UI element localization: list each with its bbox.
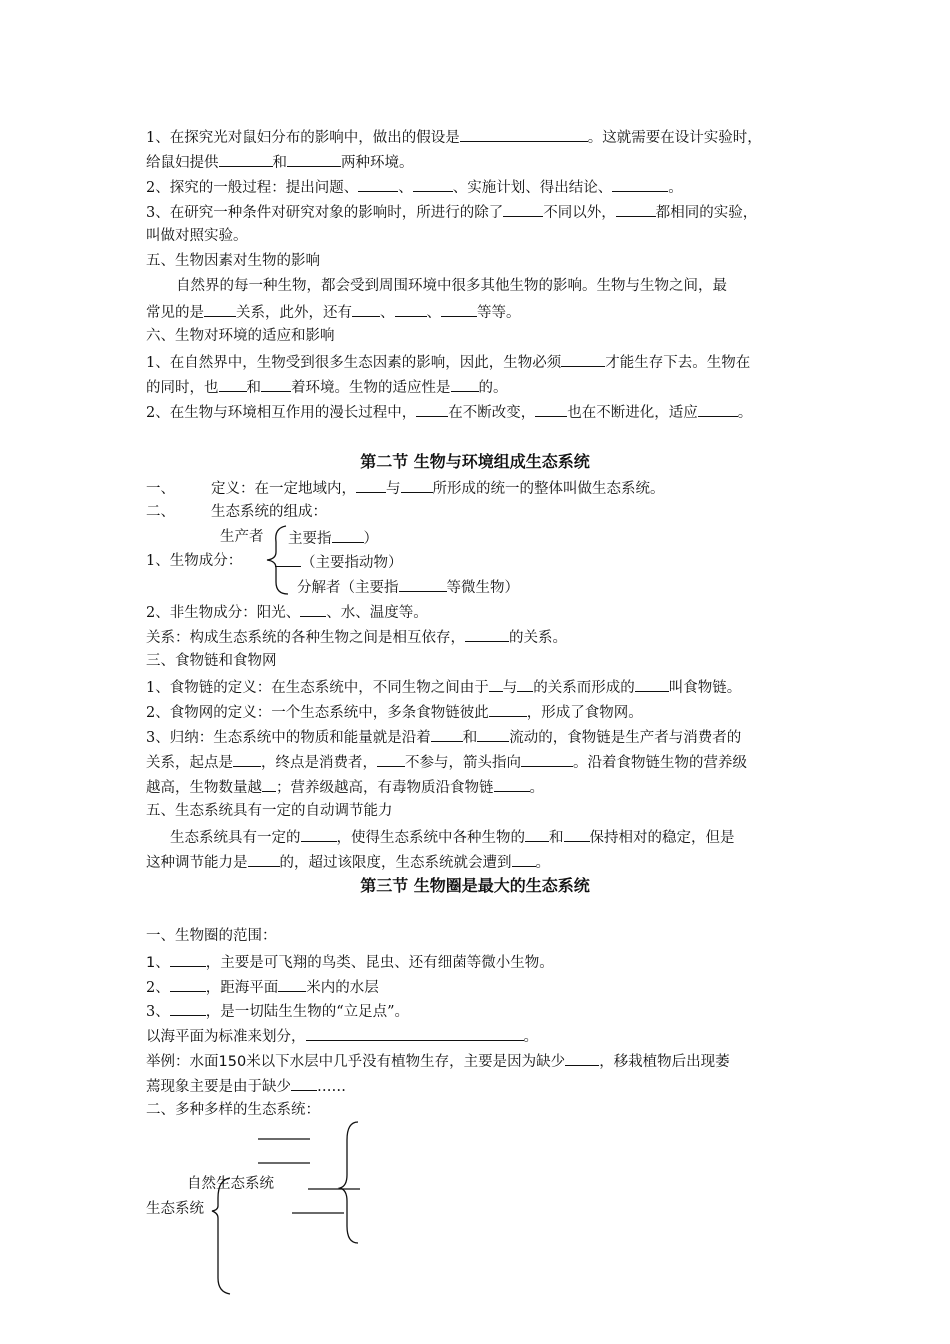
q1-line-2: 给鼠妇提供 和 两种环境。 bbox=[146, 152, 826, 172]
summary-line-3: 越高，生物数量越 ；营养级越高，有毒物质沿食物链 。 bbox=[146, 777, 826, 797]
ecosystem-label: 生态系统 bbox=[146, 1201, 204, 1217]
abiotic-line: 2、非生物成分：阳光、 、水、温度等。 bbox=[146, 602, 826, 622]
para-line-1: 自然界的每一种生物，都会受到周围环境中很多其他生物的影响。生物与生物之间，最 bbox=[176, 278, 727, 294]
heading-3: 三、食物链和食物网 bbox=[146, 653, 277, 669]
web-def-line: 2、食物网的定义：一个生态系统中，多条食物链彼此 ，形成了食物网。 bbox=[146, 702, 826, 722]
adapt-line-2: 的同时，也 和 着环境。生物的适应性是 的。 bbox=[146, 377, 826, 397]
biosphere-heading: 一、生物圈的范围： bbox=[146, 928, 277, 944]
example-line-1: 举例：水面150米以下水层中几乎没有植物生存，主要是因为缺少 ，移栽植物后出现萎 bbox=[146, 1051, 826, 1071]
regulation-line-1: 生态系统具有一定的 ，使得生态系统中各种生物的 和 保持相对的稳定，但是 bbox=[170, 827, 850, 847]
section-3-title: 第三节 生物圈是最大的生态系统 bbox=[360, 876, 590, 895]
consumer-note: （主要指动物） bbox=[275, 552, 403, 572]
ecosystems-heading: 二、多种多样的生态系统： bbox=[146, 1102, 320, 1118]
natural-ecosystem-label: 自然生态系统 bbox=[187, 1176, 274, 1192]
para-line-2: 常见的是 关系，此外，还有 、 、 等等。 bbox=[146, 302, 826, 322]
sea-level-line: 以海平面为标准来划分， 。 bbox=[146, 1026, 826, 1046]
heading-5b: 五、生态系统具有一定的自动调节能力 bbox=[146, 803, 393, 819]
heading-5: 五、生物因素对生物的影响 bbox=[146, 253, 320, 269]
example-line-2: 蔫现象主要是由于缺少 …… bbox=[146, 1076, 826, 1096]
q1-line-1: 1、在探究光对鼠妇分布的影响中，做出的假设是 。这就需要在设计实验时， bbox=[146, 127, 826, 147]
q2-line: 2、探究的一般过程：提出问题、 、 、实施计划、得出结论、 。 bbox=[146, 177, 826, 197]
chain-def-line: 1、食物链的定义：在生态系统中，不同生物之间由于 与 的关系而形成的 叫食物链。 bbox=[146, 677, 826, 697]
range-item-1: 1、 ，主要是可飞翔的鸟类、昆虫、还有细菌等微小生物。 bbox=[146, 952, 826, 972]
q3-line-1: 3、在研究一种条件对研究对象的影响时，所进行的除了 不同以外， 都相同的实验， bbox=[146, 202, 826, 222]
summary-line-2: 关系，起点是 ，终点是消费者， 不参与，箭头指向 。沿着食物链生物的营养级 bbox=[146, 752, 826, 772]
natural-brace bbox=[340, 1122, 358, 1243]
summary-line-1: 3、归纳：生态系统中的物质和能量就是沿着 和 流动的，食物链是生产者与消费者的 bbox=[146, 727, 826, 747]
q3-line-2: 叫做对照实验。 bbox=[146, 228, 248, 244]
relation-line: 关系：构成生态系统的各种生物之间是相互依存， 的关系。 bbox=[146, 627, 826, 647]
decomposer-note: 分解者（主要指 等微生物） bbox=[297, 577, 519, 597]
section-2-title: 第二节 生物与环境组成生态系统 bbox=[360, 452, 590, 471]
adapt-line-3: 2、在生物与环境相互作用的漫长过程中， 在不断改变， 也在不断进化，适应 。 bbox=[146, 402, 826, 422]
ecosystem-brace bbox=[212, 1178, 230, 1294]
range-item-2: 2、 ，距海平面 米内的水层 bbox=[146, 977, 826, 997]
producer-label: 生产者 bbox=[220, 529, 264, 545]
heading-6: 六、生物对环境的适应和影响 bbox=[146, 328, 335, 344]
bio-label: 1、生物成分： bbox=[146, 553, 243, 569]
range-item-3: 3、 ，是一切陆生生物的“立足点”。 bbox=[146, 1001, 826, 1021]
producer-note: 主要指 ） bbox=[288, 528, 378, 548]
def-line: 一、 定义：在一定地域内， 与 所形成的统一的整体叫做生态系统。 bbox=[146, 478, 826, 498]
adapt-line-1: 1、在自然界中，生物受到很多生态因素的影响，因此，生物必须 才能生存下去。生物在 bbox=[146, 352, 826, 372]
composition-line: 二、 生态系统的组成： bbox=[146, 504, 327, 520]
regulation-line-2: 这种调节能力是 的，超过该限度，生态系统就会遭到 。 bbox=[146, 852, 826, 872]
